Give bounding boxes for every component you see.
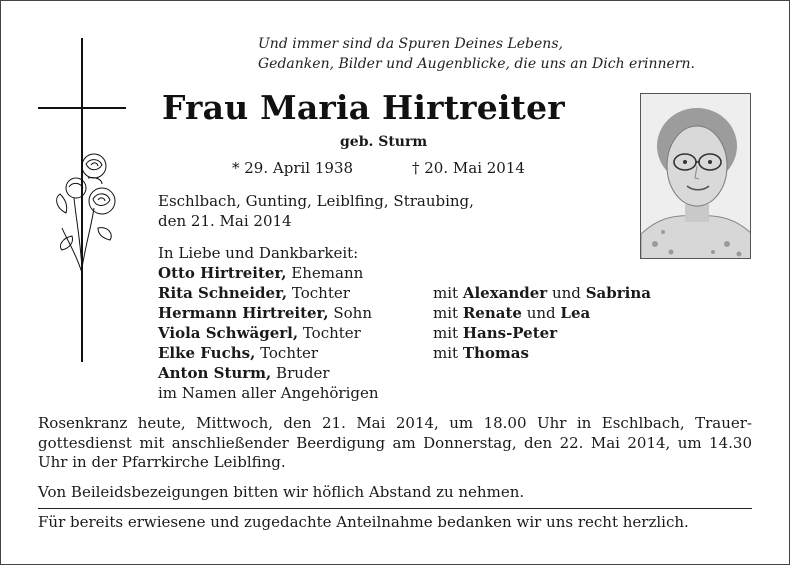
mourner-relation: Ehemann: [286, 264, 364, 282]
service-paragraph: Rosenkranz heute, Mittwoch, den 21. Mai 2014, um 18.00 Uhr in Eschlbach, Trauergottesdienst mit anschließender Beerdigung am Donnerstag, den 22. Mai 2014, um 14.30 Uhr in der Pfarrkirche Leiblfing.: [38, 414, 752, 471]
quote-line-2: Gedanken, Bilder und Augenblicke, die uns an Dich erinnern.: [258, 56, 695, 72]
family-member: Thomas: [462, 344, 529, 362]
family-member: Lea: [560, 304, 591, 322]
mourner-relation: Bruder: [271, 364, 330, 382]
mourner-family: [433, 344, 529, 364]
mourner-row: [158, 264, 363, 284]
quote-line-1: Und immer sind da Spuren Deines Lebens,: [258, 36, 563, 52]
mourner-relation: Tochter: [287, 284, 350, 302]
cross-with-roses-icon: [36, 38, 136, 364]
portrait-photo: [640, 93, 751, 259]
with-prefix: mit: [433, 344, 463, 362]
deceased-name: Frau Maria Hirtreiter: [162, 88, 565, 127]
mourner-family: [433, 324, 557, 344]
mourner-family: [433, 304, 590, 324]
mourner-family: [433, 284, 651, 304]
with-prefix: mit: [433, 304, 463, 322]
family-member: Hans-Peter: [462, 324, 558, 342]
mourners-closing: im Namen aller Angehörigen: [158, 384, 379, 402]
mourner-name: Anton Sturm,: [158, 364, 272, 382]
maiden-name: geb. Sturm: [340, 134, 428, 150]
mourner-row: [158, 324, 361, 344]
mourner-name: Hermann Hirtreiter,: [158, 304, 329, 322]
mourner-relation: Tochter: [255, 344, 319, 362]
thanks-line: Für bereits erwiesene und zugedachte Anteilnahme bedanken wir uns recht herzlich.: [38, 513, 689, 531]
family-member: Renate: [462, 304, 522, 322]
mourner-name: Otto Hirtreiter,: [158, 264, 287, 282]
mourner-name: Elke Fuchs,: [158, 344, 256, 362]
mourner-row: [158, 304, 372, 324]
mourners-intro: In Liebe und Dankbarkeit:: [158, 244, 359, 262]
divider: [38, 508, 752, 509]
with-join: und: [547, 284, 586, 302]
mourner-row: [158, 364, 330, 384]
with-join: und: [521, 304, 561, 322]
place-line: Eschlbach, Gunting, Leiblfing, Straubing,: [158, 192, 474, 210]
family-member: Sabrina: [585, 284, 651, 302]
mourner-name: Viola Schwägerl,: [158, 324, 299, 342]
date-line: den 21. Mai 2014: [158, 212, 292, 230]
family-member: Alexander: [462, 284, 548, 302]
birth-date: * 29. April 1938: [232, 159, 354, 177]
death-date: † 20. Mai 2014: [412, 159, 525, 177]
condolence-request: Von Beileidsbezeigungen bitten wir höflich Abstand zu nehmen.: [38, 483, 525, 501]
with-prefix: mit: [433, 324, 463, 342]
mourner-relation: Sohn: [328, 304, 373, 322]
mourner-row: [158, 344, 318, 364]
with-prefix: mit: [433, 284, 463, 302]
mourner-relation: Tochter: [298, 324, 361, 342]
mourner-name: Rita Schneider,: [158, 284, 288, 302]
mourner-row: [158, 284, 350, 304]
